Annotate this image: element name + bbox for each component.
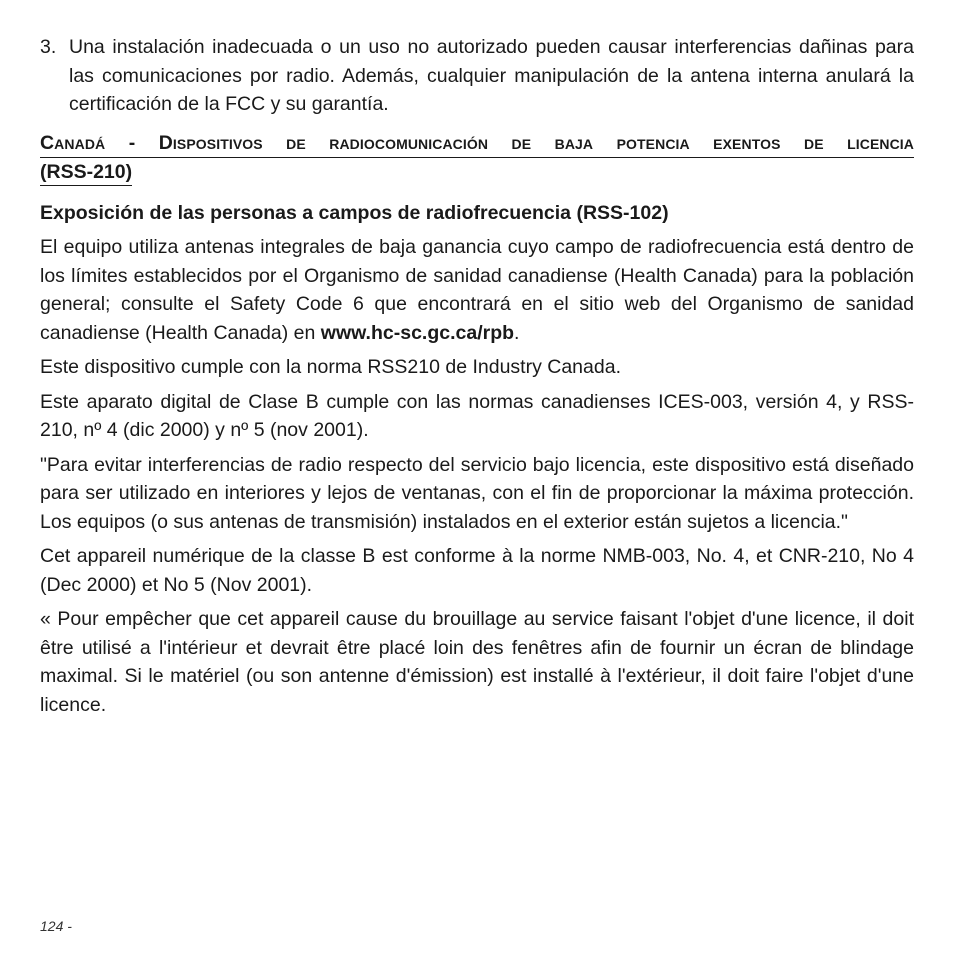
list-item-number: 3. — [40, 36, 57, 58]
section-heading: Canadá - Dispositivos de radiocomunicación de baja potencia exentos de licencia — [40, 131, 914, 158]
section-heading-continued: (RSS-210) — [40, 160, 132, 186]
document-page — [40, 33, 914, 725]
paragraph-health-canada — [40, 233, 914, 347]
subheading: Exposición de las personas a campos de radiofrecuencia (RSS-102) — [40, 201, 669, 224]
paragraph-nmb003-fr: Cet appareil numérique de la classe B est conforme à la norme NMB-003, No. 4, et CNR-210, No 4 (Dec 2000) et No 5 (Nov 2001). — [40, 545, 914, 596]
health-canada-url: www.hc-sc.gc.ca/rpb — [320, 321, 515, 344]
paragraph-text: El equipo utiliza antenas integrales de baja ganancia cuyo campo de radiofrecuencia está dentro de los límites establecidos por el Organismo de sanidad canadiense (Health Canada) para la población general; consulte el Safety Code 6 que encontrará en el sitio web del Organismo de sanidad canadiense (Health Canada) en — [40, 236, 914, 344]
paragraph-ices003: Este aparato digital de Clase B cumple con las normas canadienses ICES-003, versión 4, y RSS-210, nº 4 (dic 2000) y nº 5 (nov 2001). — [40, 390, 914, 441]
page-number: 124 - — [40, 918, 72, 934]
paragraph-interference-es: "Para evitar interferencias de radio respecto del servicio bajo licencia, este dispositivo está diseñado para ser utilizado en interiores y lejos de ventanas, con el fin de proporcionar la máxima protección. Los equipos (o sus antenas de transmisión) instalados en el exterior están sujetos a licencia." — [40, 453, 914, 533]
paragraph-end: . — [514, 321, 520, 344]
paragraph-interference-fr: « Pour empêcher que cet appareil cause du brouillage au service faisant l'objet d'une licence, il doit être utilisé a l'intérieur et devrait être placé loin des fenêtres afin de fournir un écran de blindage maximal. Si le matériel (ou son antenne d'émission) est installé à l'extérieur, il doit faire l'objet d'une licence. — [40, 608, 914, 716]
list-item-text: Una instalación inadecuada o un uso no autorizado pueden causar interferencias dañinas para las comunicaciones por radio. Además, cualquier manipulación de la antena interna anulará la certificación de la FCC y su garantía. — [69, 36, 914, 115]
list-item — [40, 33, 914, 119]
paragraph-rss210: Este dispositivo cumple con la norma RSS210 de Industry Canada. — [40, 356, 621, 378]
